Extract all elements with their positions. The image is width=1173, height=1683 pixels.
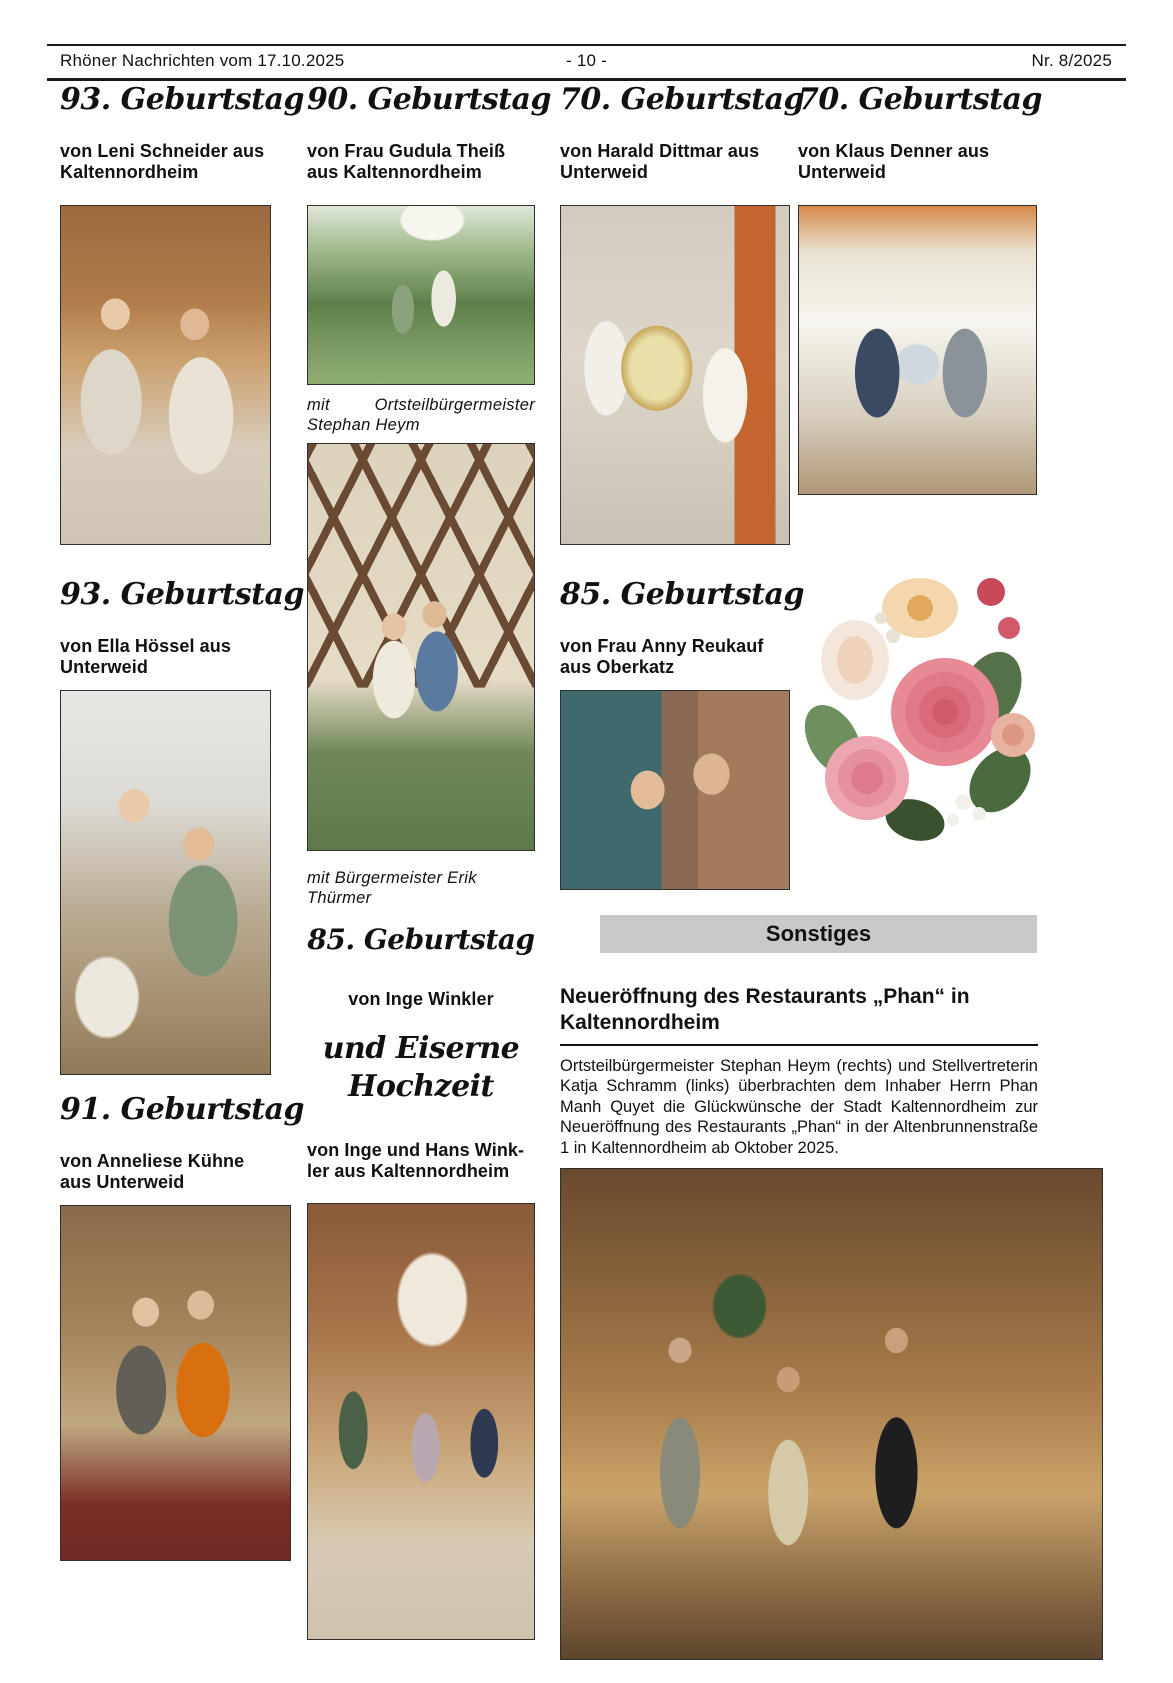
article-byline-klaus: von Klaus Denner aus Unterweid — [798, 141, 990, 183]
header-issue-title: Rhöner Nachrichten vom 17.10.2025 — [60, 51, 345, 70]
page-header — [47, 44, 1126, 81]
page-header-row — [47, 46, 1126, 78]
photo-winkler-hallway — [307, 1203, 535, 1640]
header-page-number: - 10 - — [566, 51, 607, 70]
photo-ella-hoessel — [60, 690, 271, 1075]
article-byline-anny: von Frau Anny Reukauf aus Oberkatz — [560, 636, 764, 678]
article-title-eiserne-hochzeit: und Eiserne Hochzeit — [322, 1031, 520, 1104]
photo-anneliese-kuehne — [60, 1205, 291, 1561]
photo-leni-schneider — [60, 205, 271, 545]
photo-gudula-fachwerk-house — [307, 443, 535, 851]
photo-caption-stephan-heym: mit Ortsteilbürgermeister Stephan Heym — [307, 396, 535, 434]
photo-caption-erik-thuermer: mit Bürgermeister Erik Thürmer — [307, 869, 477, 907]
photo-klaus-denner — [798, 205, 1037, 495]
rose-bouquet-illustration — [795, 540, 1040, 860]
header-issue-number: Nr. 8/2025 — [1031, 51, 1112, 70]
article-byline-anneliese: von Anneliese Kühne aus Unterweid — [60, 1151, 245, 1193]
sonstiges-body-text: Ortsteilbürgermeister Stephan Heym (rechts) und Stellvertreterin Katja Schramm (links) überbrachten dem Inhaber Herrn Phan Manh Quyet die Glückwünsche der Stadt Kaltennordheim zur Neueröffnung des Restaurants „Phan“ in der Altenbrunnenstraße 1 in Kaltennordheim ab Oktober 2025. — [560, 1057, 1038, 1157]
article-title-ella: 93. Geburtstag — [60, 577, 304, 612]
sonstiges-headline: Neueröffnung des Restaurants „Phan“ in Kaltennordheim — [560, 984, 1038, 1046]
photo-harald-dittmar — [560, 205, 790, 545]
section-banner-sonstiges: Sonstiges — [600, 915, 1037, 953]
article-byline-leni: von Leni Schneider aus Kaltennordheim — [60, 141, 265, 183]
article-title-gudula: 90. Geburtstag — [307, 82, 551, 117]
article-title-anny: 85. Geburtstag — [560, 577, 804, 612]
article-title-anneliese: 91. Geburtstag — [60, 1092, 304, 1127]
article-byline-inge: von Inge Winkler — [348, 989, 494, 1009]
photo-gudula-garden — [307, 205, 535, 385]
article-title-inge: 85. Geburtstag — [307, 923, 535, 956]
photo-restaurant-phan — [560, 1168, 1103, 1660]
article-byline-inge-hans: von Inge und Hans Wink-ler aus Kaltennordheim — [307, 1140, 525, 1182]
article-title-leni: 93. Geburtstag — [60, 82, 304, 117]
article-title-harald: 70. Geburtstag — [560, 82, 804, 117]
article-title-klaus: 70. Geburtstag — [798, 82, 1042, 117]
article-byline-harald: von Harald Dittmar aus Unterweid — [560, 141, 760, 183]
article-byline-gudula: von Frau Gudula Theiß aus Kaltennordheim — [307, 141, 506, 183]
photo-anny-reukauf-selfie — [560, 690, 790, 890]
article-byline-ella: von Ella Hössel aus Unterweid — [60, 636, 231, 678]
